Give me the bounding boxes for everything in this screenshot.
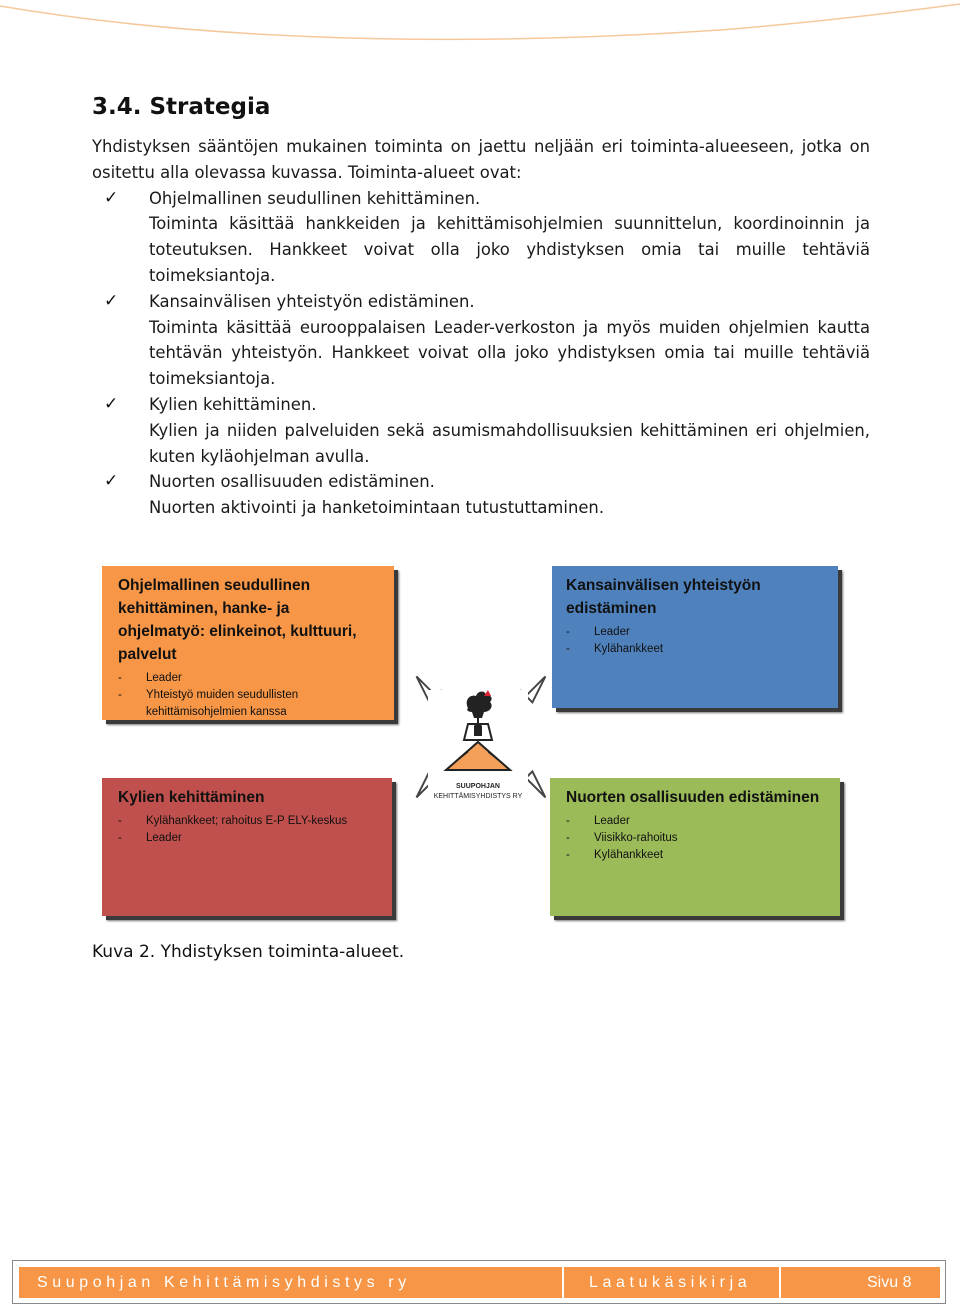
area-description: Nuorten aktivointi ja hanketoimintaan tutustuttaminen. [149,498,605,518]
area-box-international [552,566,838,708]
list-dash: - [118,832,122,844]
box-title: Ohjelmallinen seudullinen kehittäminen, hanke- ja ohjelmatyö: elinkeinot, kulttuuri, palvelut [118,577,357,663]
section-heading: 3.4. Strategia [92,94,271,120]
box-title: Kylien kehittäminen [118,789,265,806]
footer-organization: Suupohjan Kehittämisyhdistys ry [37,1274,411,1291]
logo-text-line1: SUUPOHJAN [456,783,500,790]
section-body [92,134,870,521]
box-item: - Leader [566,813,824,830]
area-list [92,186,870,521]
footer-divider [562,1267,564,1298]
list-dash: - [118,672,122,684]
list-dash: - [118,689,122,701]
area-item [92,392,870,469]
box-item-list [118,670,378,721]
box-item: - Yhteistyö muiden seudullisten kehittämisohjelmien kanssa [118,689,299,718]
checkmark-icon: ✓ [104,393,119,414]
association-logo-icon [428,690,528,795]
area-box-villages [102,778,392,916]
box-item-list [118,813,376,847]
box-item: - Leader [118,670,378,687]
footer-page-number: Sivu 8 [867,1274,912,1291]
checkmark-icon: ✓ [104,187,119,208]
box-item-list [566,624,824,658]
footer-document-name: Laatukäsikirja [589,1274,752,1291]
area-box-youth [550,778,840,916]
figure-caption: Kuva 2. Yhdistyksen toiminta-alueet. [92,942,405,962]
box-item: - Kylähankkeet [566,847,824,864]
area-item [92,186,870,289]
list-dash: - [566,626,570,638]
area-title: Kylien kehittäminen. [149,394,317,414]
list-dash: - [566,643,570,655]
list-dash: - [566,832,570,844]
footer [19,1267,940,1298]
area-title: Nuorten osallisuuden edistäminen. [149,472,435,492]
list-dash: - [118,815,122,827]
area-description: Toiminta käsittää hankkeiden ja kehittämisohjelmien suunnittelun, koordinoinnin ja toteutuksen. Hankkeet voivat olla joko yhdistyksen omia tai muille tehtäviä toimeksiantoja. [149,214,870,285]
footer-divider [779,1267,781,1298]
header-decoration [0,0,960,60]
area-title: Ohjelmallinen seudullinen kehittäminen. [149,188,481,208]
intro-paragraph: Yhdistyksen sääntöjen mukainen toiminta on jaettu neljään eri toiminta-alueeseen, jotka on ositettu alla olevassa kuvassa. Toiminta-alueet ovat: [92,137,870,182]
box-item: - Kylähankkeet [566,641,824,658]
box-item: - Kylähankkeet; rahoitus E-P ELY-keskus [118,813,376,830]
center-graphic [398,660,558,810]
box-item: - Leader [118,830,376,847]
box-title: Nuorten osallisuuden edistäminen [566,789,820,806]
area-item [92,289,870,392]
box-title: Kansainvälisen yhteistyön edistäminen [566,577,761,617]
box-item: - Viisikko-rahoitus [566,830,824,847]
list-dash: - [566,849,570,861]
box-item: - Leader [566,624,824,641]
area-title: Kansainvälisen yhteistyön edistäminen. [149,291,475,311]
checkmark-icon: ✓ [104,471,119,492]
logo-text-line2: KEHITTÄMISYHDISTYS RY [433,793,523,800]
area-box-regional [102,566,394,720]
area-description: Kylien ja niiden palveluiden sekä asumismahdollisuuksien kehittäminen eri ohjelmien, kuten kyläohjelman avulla. [149,420,870,466]
checkmark-icon: ✓ [104,290,119,311]
list-dash: - [566,815,570,827]
area-item [92,469,870,521]
area-description: Toiminta käsittää eurooppalaisen Leader-verkoston ja myös muiden ohjelmien kautta tehtävän yhteistyön. Hankkeet voivat olla joko yhdistyksen omia tai muille tehtäviä toimeksiantoja. [149,317,870,389]
box-item-list [566,813,824,864]
